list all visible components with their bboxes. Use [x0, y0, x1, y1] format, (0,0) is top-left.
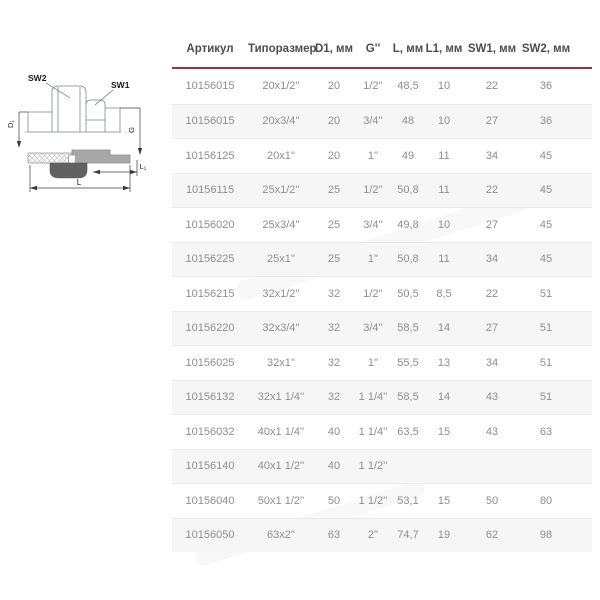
table-cell: 32x1/2'' — [262, 287, 300, 300]
table-cell: 50,5 — [397, 287, 419, 300]
table-cell: 10156115 — [185, 184, 235, 197]
seal-window — [69, 155, 76, 163]
table-cell: 50 — [485, 494, 499, 507]
table-row — [172, 449, 592, 484]
table-cell: 32 — [327, 391, 341, 404]
arrow-l1-left — [93, 170, 100, 174]
table-cell: 1/2'' — [363, 184, 383, 197]
table-cell: 1 1/2'' — [358, 494, 388, 507]
label-l1: L₁ — [139, 162, 147, 171]
table-row — [172, 173, 592, 208]
table-cell: 14 — [437, 391, 451, 404]
table-cell: 36 — [539, 80, 553, 93]
table-cell: 1 1/2'' — [358, 460, 388, 473]
table-cell: 10156050 — [185, 529, 235, 542]
table-cell: 43 — [485, 391, 499, 404]
dimension-d1 — [19, 112, 28, 146]
arrow-l-left — [30, 186, 37, 190]
table-cell: 14 — [437, 322, 451, 335]
table-cell: 1'' — [367, 356, 379, 369]
label-sw2: SW2 — [28, 73, 47, 83]
table-cell: 25x1'' — [266, 253, 296, 266]
table-cell: 1 1/4'' — [358, 425, 388, 438]
table-cell: 20x3/4'' — [262, 115, 300, 128]
table-cell: 8,5 — [436, 287, 452, 300]
table-cell: 2'' — [367, 529, 379, 542]
table-cell: 10156125 — [185, 149, 235, 162]
table-cell: 27 — [485, 115, 499, 128]
table-cell: 10156215 — [185, 287, 235, 300]
table-cell: 10 — [437, 115, 451, 128]
table-row — [172, 242, 592, 277]
table-cell: 34 — [485, 149, 499, 162]
table-cell: 10156032 — [185, 425, 235, 438]
table-cell: 1/2'' — [363, 80, 383, 93]
table-cell: 1'' — [367, 149, 379, 162]
table-cell: 32x3/4'' — [262, 322, 300, 335]
table-row — [172, 311, 592, 346]
table-cell: 32x1'' — [266, 356, 296, 369]
body-section — [72, 150, 130, 163]
table-row — [172, 483, 592, 518]
label-d1: D₁ — [6, 120, 15, 128]
table-cell: 3/4'' — [363, 218, 383, 231]
table-cell: 10156015 — [185, 115, 235, 128]
table-cell: 25 — [327, 184, 341, 197]
table-cell: 25x1/2'' — [262, 184, 300, 197]
table-cell: 32x1 1/4'' — [257, 391, 305, 404]
fitting-technical-drawing — [2, 58, 168, 206]
table-cell: 63 — [327, 529, 341, 542]
table-cell: 51 — [539, 391, 553, 404]
table-cell: 11 — [438, 149, 450, 162]
table-cell: 36 — [539, 115, 553, 128]
table-cell: 48 — [401, 115, 415, 128]
table-cell: 51 — [539, 287, 553, 300]
table-row — [172, 138, 592, 173]
label-sw1: SW1 — [111, 80, 130, 90]
table-cell: 1'' — [367, 253, 379, 266]
fitting-outline — [28, 86, 120, 132]
table-cell: 50 — [327, 494, 341, 507]
header-sw2: SW2, мм — [521, 42, 571, 55]
table-cell: 45 — [539, 218, 553, 231]
table-cell: 40 — [327, 425, 341, 438]
table-cell: 51 — [539, 322, 553, 335]
table-cell: 43 — [485, 425, 499, 438]
table-cell: 20x1/2'' — [262, 80, 300, 93]
table-cell: 1/2'' — [363, 287, 383, 300]
table-row — [172, 104, 592, 139]
table-cell: 49,8 — [397, 218, 419, 231]
table-cell: 32 — [327, 356, 341, 369]
header-d1: D1, мм — [314, 42, 354, 55]
table-cell: 10 — [437, 80, 451, 93]
nut-section — [50, 163, 87, 178]
table-row — [172, 380, 592, 415]
table-cell: 11 — [438, 253, 450, 266]
table-cell: 45 — [539, 253, 553, 266]
table-cell: 34 — [485, 356, 499, 369]
spec-table — [172, 30, 592, 552]
table-cell: 74,7 — [397, 529, 419, 542]
table-cell: 10156225 — [185, 253, 235, 266]
table-cell: 45 — [539, 184, 553, 197]
table-cell: 32 — [327, 287, 341, 300]
table-cell: 25x3/4'' — [262, 218, 300, 231]
table-cell: 48,5 — [397, 80, 419, 93]
table-cell: 50,8 — [397, 253, 419, 266]
table-cell: 50x1 1/2'' — [257, 494, 305, 507]
table-cell: 80 — [539, 494, 553, 507]
table-cell: 11 — [438, 184, 450, 197]
table-cell: 19 — [437, 529, 451, 542]
table-cell: 20x1'' — [266, 149, 296, 162]
table-cell: 32 — [327, 322, 341, 335]
table-cell: 3/4'' — [363, 115, 383, 128]
table-cell: 13 — [437, 356, 451, 369]
table-row — [172, 69, 592, 104]
arrow-d1 — [17, 141, 21, 148]
table-cell: 10156220 — [185, 322, 235, 335]
table-row — [172, 207, 592, 242]
table-cell: 10156015 — [185, 80, 235, 93]
table-cell: 10156025 — [185, 356, 235, 369]
table-cell: 50,8 — [397, 184, 419, 197]
label-l: L — [76, 178, 82, 187]
table-cell: 10 — [437, 218, 451, 231]
label-g: G — [127, 127, 136, 133]
table-row — [172, 345, 592, 380]
table-cell: 58,5 — [397, 322, 419, 335]
table-cell: 10156140 — [185, 460, 235, 473]
arrow-l-right — [123, 186, 130, 190]
table-cell: 49 — [401, 149, 415, 162]
table-cell: 3/4'' — [363, 322, 383, 335]
table-row — [172, 276, 592, 311]
table-cell: 45 — [539, 149, 553, 162]
header-l1: L1, мм — [425, 42, 463, 55]
table-body — [172, 69, 592, 552]
table-cell: 22 — [485, 287, 499, 300]
table-cell: 20 — [327, 149, 341, 162]
header-sw1: SW1, мм — [467, 42, 517, 55]
table-cell: 15 — [437, 494, 451, 507]
table-cell: 25 — [327, 218, 341, 231]
arrow-l1-right — [130, 170, 137, 174]
table-cell: 25 — [327, 253, 341, 266]
table-cell: 27 — [485, 218, 499, 231]
table-cell: 1 1/4'' — [358, 391, 388, 404]
table-cell: 15 — [437, 425, 451, 438]
table-cell: 10156132 — [185, 391, 235, 404]
table-cell: 22 — [485, 184, 499, 197]
pipe-socket-section — [28, 153, 72, 163]
header-g: G'' — [365, 42, 381, 55]
table-cell: 22 — [485, 80, 499, 93]
table-row — [172, 414, 592, 449]
table-row — [172, 518, 592, 553]
table-header-row — [172, 30, 592, 67]
table-cell: 51 — [539, 356, 553, 369]
table-cell: 58,5 — [397, 391, 419, 404]
table-cell: 40x1 1/4'' — [257, 425, 305, 438]
header-tiporazmer: Типоразмер — [248, 42, 317, 55]
table-cell: 63 — [539, 425, 553, 438]
table-cell: 40x1 1/2'' — [257, 460, 305, 473]
table-cell: 27 — [485, 322, 499, 335]
table-cell: 34 — [485, 253, 499, 266]
table-cell: 20 — [327, 80, 341, 93]
table-cell: 40 — [327, 460, 341, 473]
table-cell: 53,1 — [397, 494, 419, 507]
table-cell: 10156040 — [185, 494, 235, 507]
table-cell: 63,5 — [397, 425, 419, 438]
table-cell: 63x2'' — [266, 529, 296, 542]
header-l: L, мм — [392, 42, 424, 55]
header-articul: Артикул — [186, 42, 234, 55]
table-cell: 20 — [327, 115, 341, 128]
table-cell: 10156020 — [185, 218, 235, 231]
table-cell: 62 — [485, 529, 499, 542]
table-cell: 98 — [539, 529, 553, 542]
table-cell: 55,5 — [397, 356, 419, 369]
arrow-g — [138, 148, 142, 155]
